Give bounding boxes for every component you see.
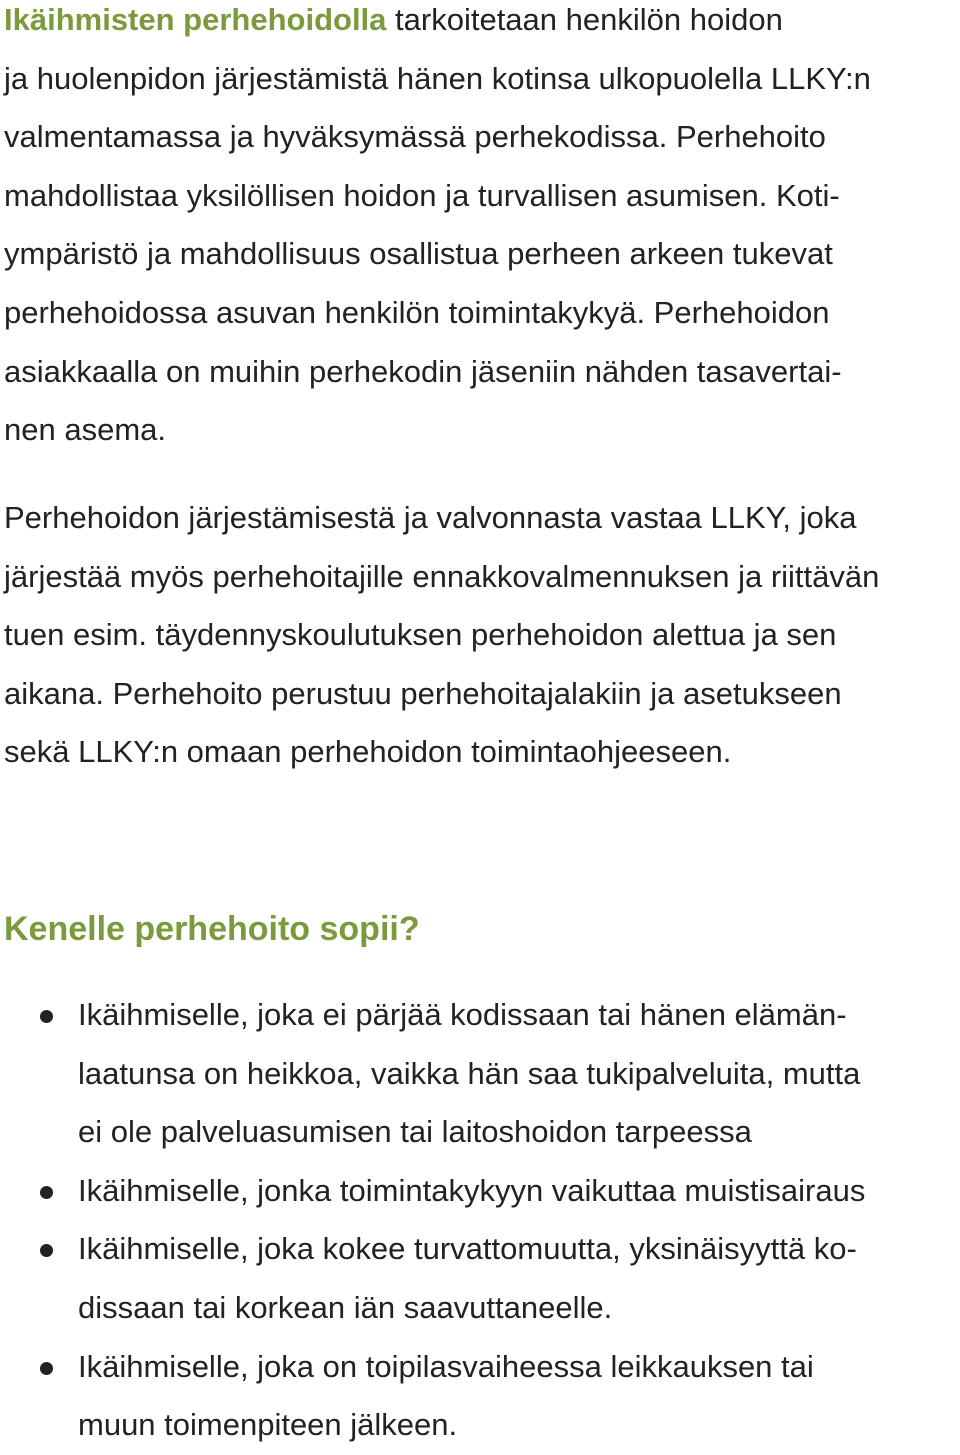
intro-paragraph — [4, 0, 944, 460]
intro-line: ympäristö ja mahdollisuus osallistua perheen arkeen tukevat — [4, 236, 833, 272]
bullet-icon — [40, 1010, 53, 1023]
intro-line: valmentamassa ja hyväksymässä perhekodissa. Perhehoito — [4, 119, 826, 155]
list-item-line: Ikäihmiselle, jonka toimintakykyyn vaikuttaa muistisairaus — [78, 1172, 866, 1208]
list-item-line: laatunsa on heikkoa, vaikka hän saa tukipalveluita, mutta — [78, 1055, 861, 1091]
list-item — [0, 1162, 960, 1221]
bullet-icon — [40, 1186, 53, 1199]
intro-line: perhehoidossa asuvan henkilön toimintakykyä. Perhehoidon — [4, 294, 830, 330]
suitability-list — [0, 986, 960, 1455]
list-item-line: Ikäihmiselle, joka kokee turvattomuutta, yksinäisyyttä ko- — [78, 1231, 857, 1267]
list-item — [0, 1220, 960, 1337]
section-heading: Kenelle perhehoito sopii? — [4, 910, 420, 948]
paragraph-line: aikana. Perhehoito perustuu perhehoitajalakiin ja asetukseen — [4, 675, 842, 711]
list-item-line: dissaan tai korkean iän saavuttaneelle. — [78, 1289, 613, 1325]
intro-line: asiakkaalla on muihin perhekodin jäseniin nähden tasavertai- — [4, 353, 842, 389]
bullet-icon — [40, 1244, 53, 1257]
intro-line: nen asema. — [4, 412, 166, 448]
bullet-icon — [40, 1362, 53, 1375]
intro-line: mahdollistaa yksilöllisen hoidon ja turvallisen asumisen. Koti- — [4, 177, 840, 213]
list-item-line: Ikäihmiselle, joka ei pärjää kodissaan tai hänen elämän- — [78, 997, 847, 1032]
paragraph-line: Perhehoidon järjestämisestä ja valvonnasta vastaa LLKY, joka — [4, 500, 857, 535]
paragraph-line: sekä LLKY:n omaan perhehoidon toimintaohjeeseen. — [4, 734, 732, 770]
list-item — [0, 986, 960, 1162]
intro-line: tarkoitetaan henkilön hoidon — [386, 2, 783, 37]
list-item-line: ei ole palveluasumisen tai laitoshoidon tarpeessa — [78, 1114, 752, 1150]
list-item-line: Ikäihmiselle, joka on toipilasvaiheessa leikkauksen tai — [78, 1348, 814, 1384]
organization-paragraph — [4, 489, 956, 782]
intro-lead-term: Ikäihmisten perhehoidolla — [4, 2, 387, 37]
paragraph-line: järjestää myös perhehoitajille ennakkovalmennuksen ja riittävän — [4, 558, 880, 594]
list-item-line: muun toimenpiteen jälkeen. — [78, 1407, 458, 1443]
intro-line: ja huolenpidon järjestämistä hänen kotinsa ulkopuolella LLKY:n — [4, 60, 871, 96]
list-item — [0, 1338, 960, 1455]
paragraph-line: tuen esim. täydennyskoulutuksen perhehoidon alettua ja sen — [4, 617, 837, 653]
